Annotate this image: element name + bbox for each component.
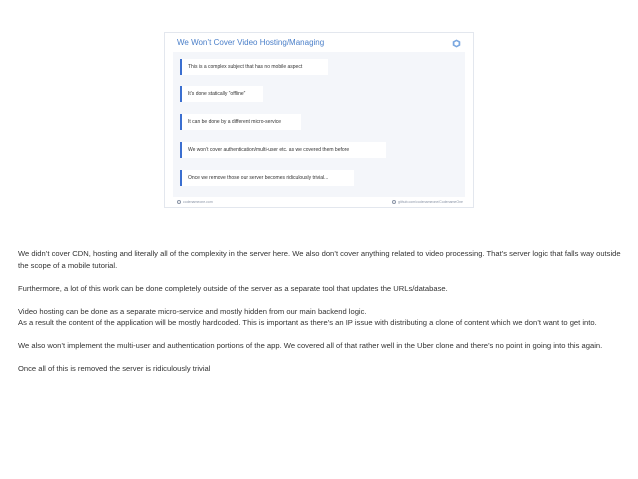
globe-icon xyxy=(177,200,181,204)
slide-footer-right xyxy=(392,200,463,204)
speaker-notes xyxy=(18,248,622,386)
codename-one-logo-icon xyxy=(452,39,461,48)
github-icon xyxy=(392,200,396,204)
notes-paragraph: Once all of this is removed the server is ridiculously trivial xyxy=(18,364,211,373)
notes-paragraph: We also won’t implement the multi-user and authentication portions of the app. We covered all of that rather well in the Uber clone and there’s no point in going into this again. xyxy=(18,341,603,350)
slide-footer-left xyxy=(177,200,213,204)
bullet-4: We won’t cover authentication/multi-user etc. as we covered them before xyxy=(180,142,386,158)
notes-paragraph: As a result the content of the application will be mostly hardcoded. This is important as there’s an IP issue with distributing a clone of content which we don’t want to get into. xyxy=(18,318,597,327)
footer-github: github.com/codenameone/CodenameOne xyxy=(398,200,463,204)
bullet-2: It’s done statically “offline” xyxy=(180,86,263,102)
slide-title: We Won’t Cover Video Hosting/Managing xyxy=(177,38,325,47)
notes-paragraph: We didn’t cover CDN, hosting and literally all of the complexity in the server here. We also don’t cover anything related to video processing. That’s server logic that falls way outside the scope of a mobile tutorial. xyxy=(18,249,621,270)
slide-body xyxy=(173,52,465,197)
notes-paragraph: Video hosting can be done as a separate micro-service and mostly hidden from our main backend logic. xyxy=(18,306,367,316)
bullet-5: Once we remove those our server becomes ridiculously trivial... xyxy=(180,170,354,186)
bullet-1: This is a complex subject that has no mobile aspect xyxy=(180,59,328,75)
slide-preview xyxy=(164,32,474,208)
footer-website: codenameone.com xyxy=(183,200,213,204)
notes-paragraph: Furthermore, a lot of this work can be done completely outside of the server as a separate tool that updates the URLs/database. xyxy=(18,283,448,293)
bullet-3: It can be done by a different micro-service xyxy=(180,114,301,130)
